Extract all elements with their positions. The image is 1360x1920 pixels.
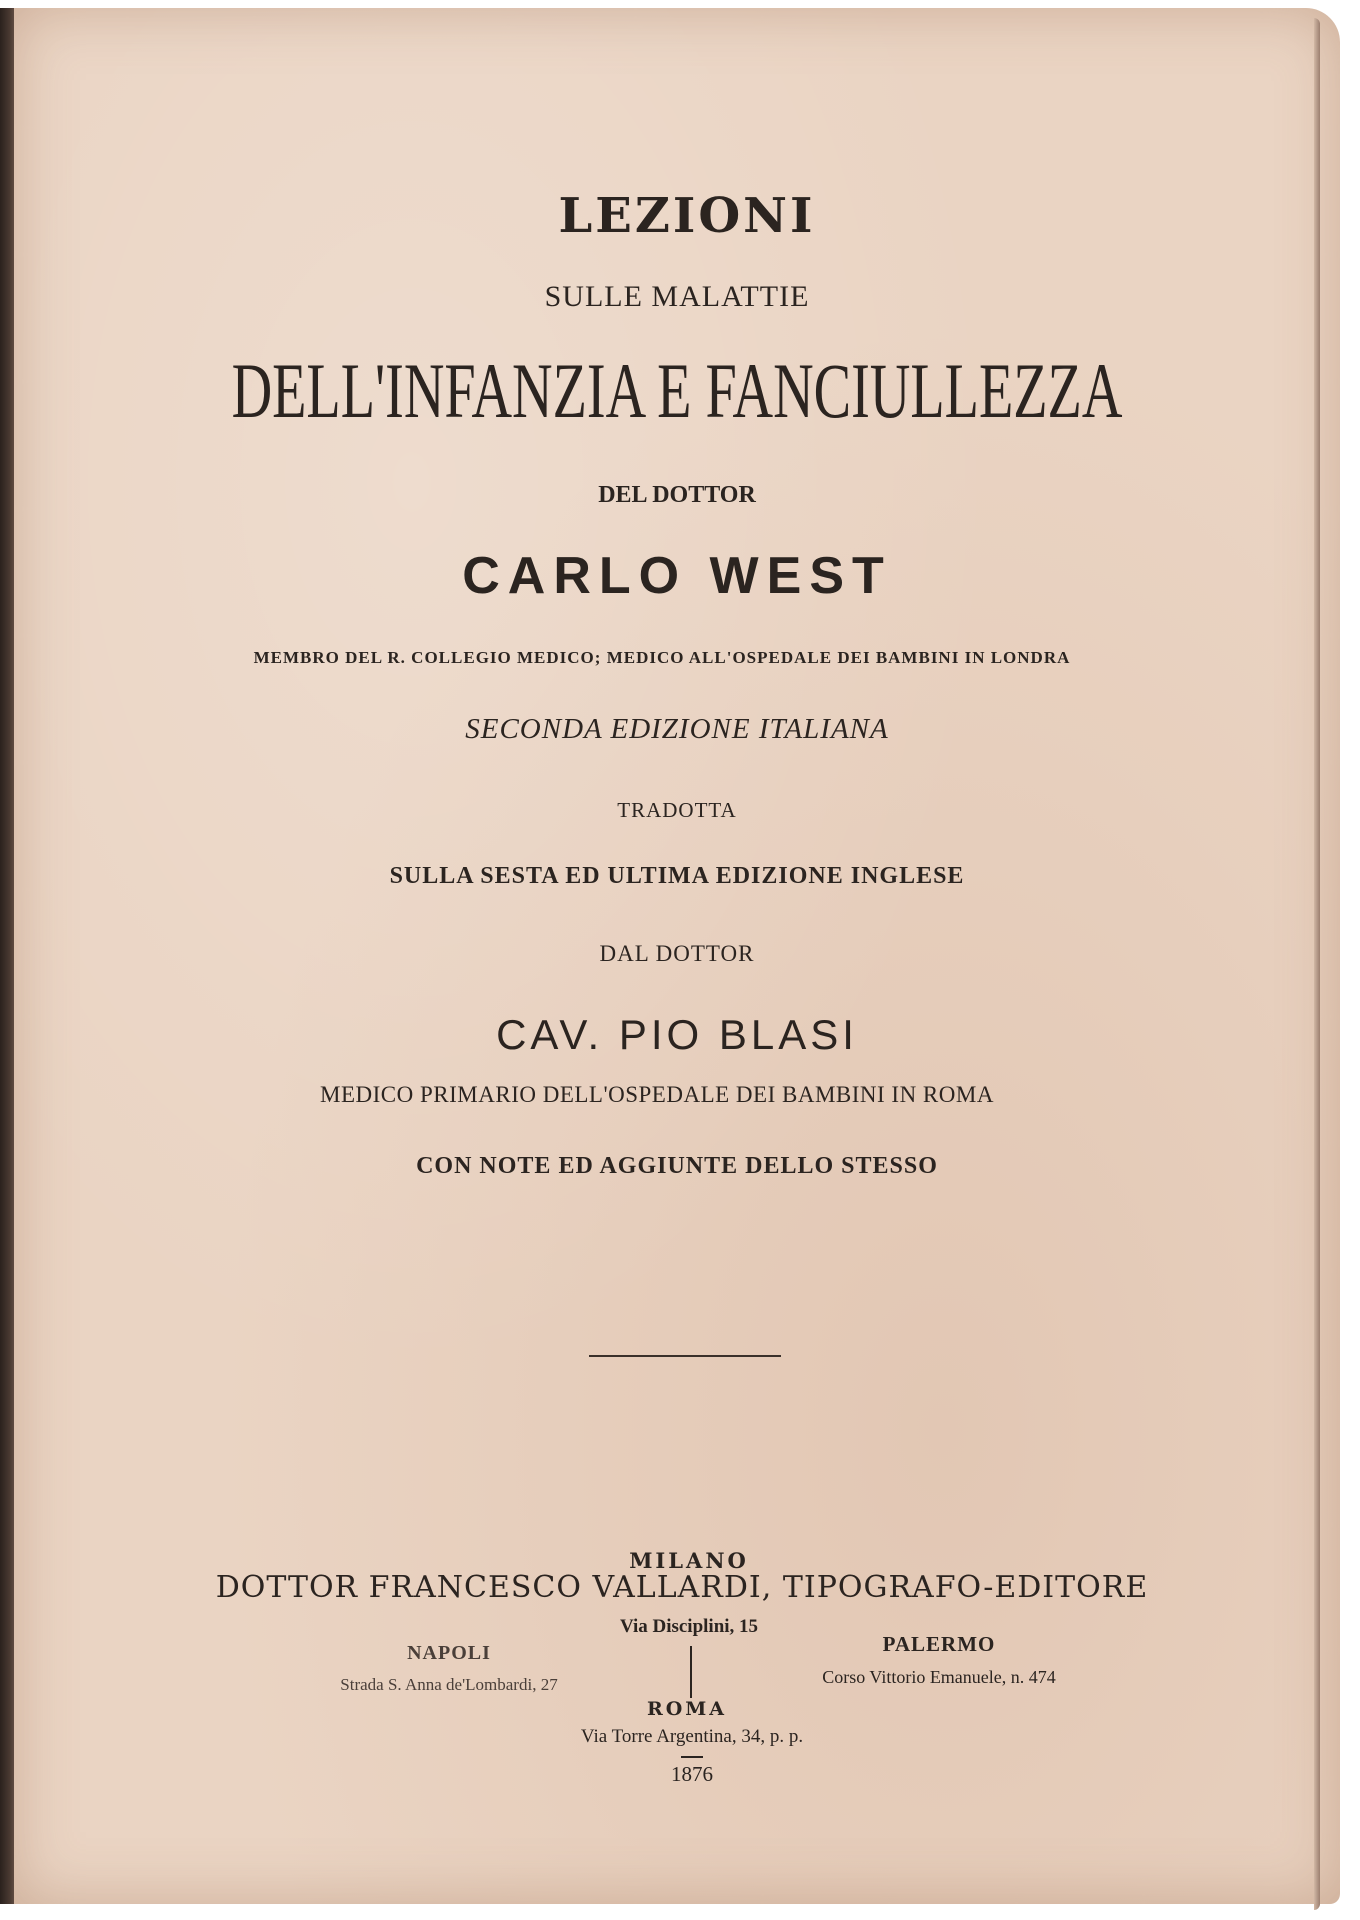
branch-roma-address: Via Torre Argentina, 34, p. p. bbox=[580, 1726, 804, 1747]
publication-year: 1876 bbox=[671, 1762, 713, 1786]
imprint-city: MILANO bbox=[629, 1548, 749, 1573]
translated-from-line: SULLA SESTA ED ULTIMA EDIZIONE INGLESE bbox=[389, 863, 965, 889]
author-credentials: MEMBRO DEL R. COLLEGIO MEDICO; MEDICO ALL'OSPEDALE DEI BAMBINI IN LONDRA bbox=[253, 648, 1071, 667]
branch-palermo bbox=[754, 1632, 1124, 1688]
author-name: CARLO WEST bbox=[462, 547, 892, 605]
publisher-name: DOTTOR FRANCESCO VALLARDI, TIPOGRAFO-EDITORE bbox=[215, 1570, 1149, 1605]
translator-credentials: MEDICO PRIMARIO DELL'OSPEDALE DEI BAMBINI IN ROMA bbox=[320, 1082, 994, 1107]
translated-line: TRADOTTA bbox=[617, 798, 737, 822]
subtitle-line-2: DELL'INFANZIA E FANCIULLEZZA bbox=[231, 347, 1123, 434]
branch-napoli-city: NAPOLI bbox=[407, 1642, 491, 1664]
translator-by-line: DAL DOTTOR bbox=[599, 941, 755, 966]
year-rule bbox=[681, 1756, 703, 1758]
translator-name: CAV. PIO BLASI bbox=[496, 1011, 858, 1058]
by-line: DEL DOTTOR bbox=[598, 482, 756, 508]
title-page bbox=[14, 8, 1340, 1904]
separator-rule bbox=[589, 1355, 781, 1357]
branch-palermo-address: Corso Vittorio Emanuele, n. 474 bbox=[822, 1667, 1056, 1687]
subtitle-line-1: SULLE MALATTIE bbox=[544, 280, 810, 313]
branch-napoli bbox=[264, 1642, 634, 1695]
book-title: LEZIONI bbox=[558, 188, 816, 244]
branch-palermo-city: PALERMO bbox=[882, 1632, 996, 1656]
branch-roma-city: ROMA bbox=[646, 1698, 728, 1720]
publisher-address: Via Disciplini, 15 bbox=[619, 1616, 759, 1637]
branch-napoli-address: Strada S. Anna de'Lombardi, 27 bbox=[340, 1675, 558, 1694]
branch-divider bbox=[690, 1646, 692, 1698]
notes-line: CON NOTE ED AGGIUNTE DELLO STESSO bbox=[416, 1153, 938, 1179]
edition-line: SECONDA EDIZIONE ITALIANA bbox=[465, 713, 889, 745]
